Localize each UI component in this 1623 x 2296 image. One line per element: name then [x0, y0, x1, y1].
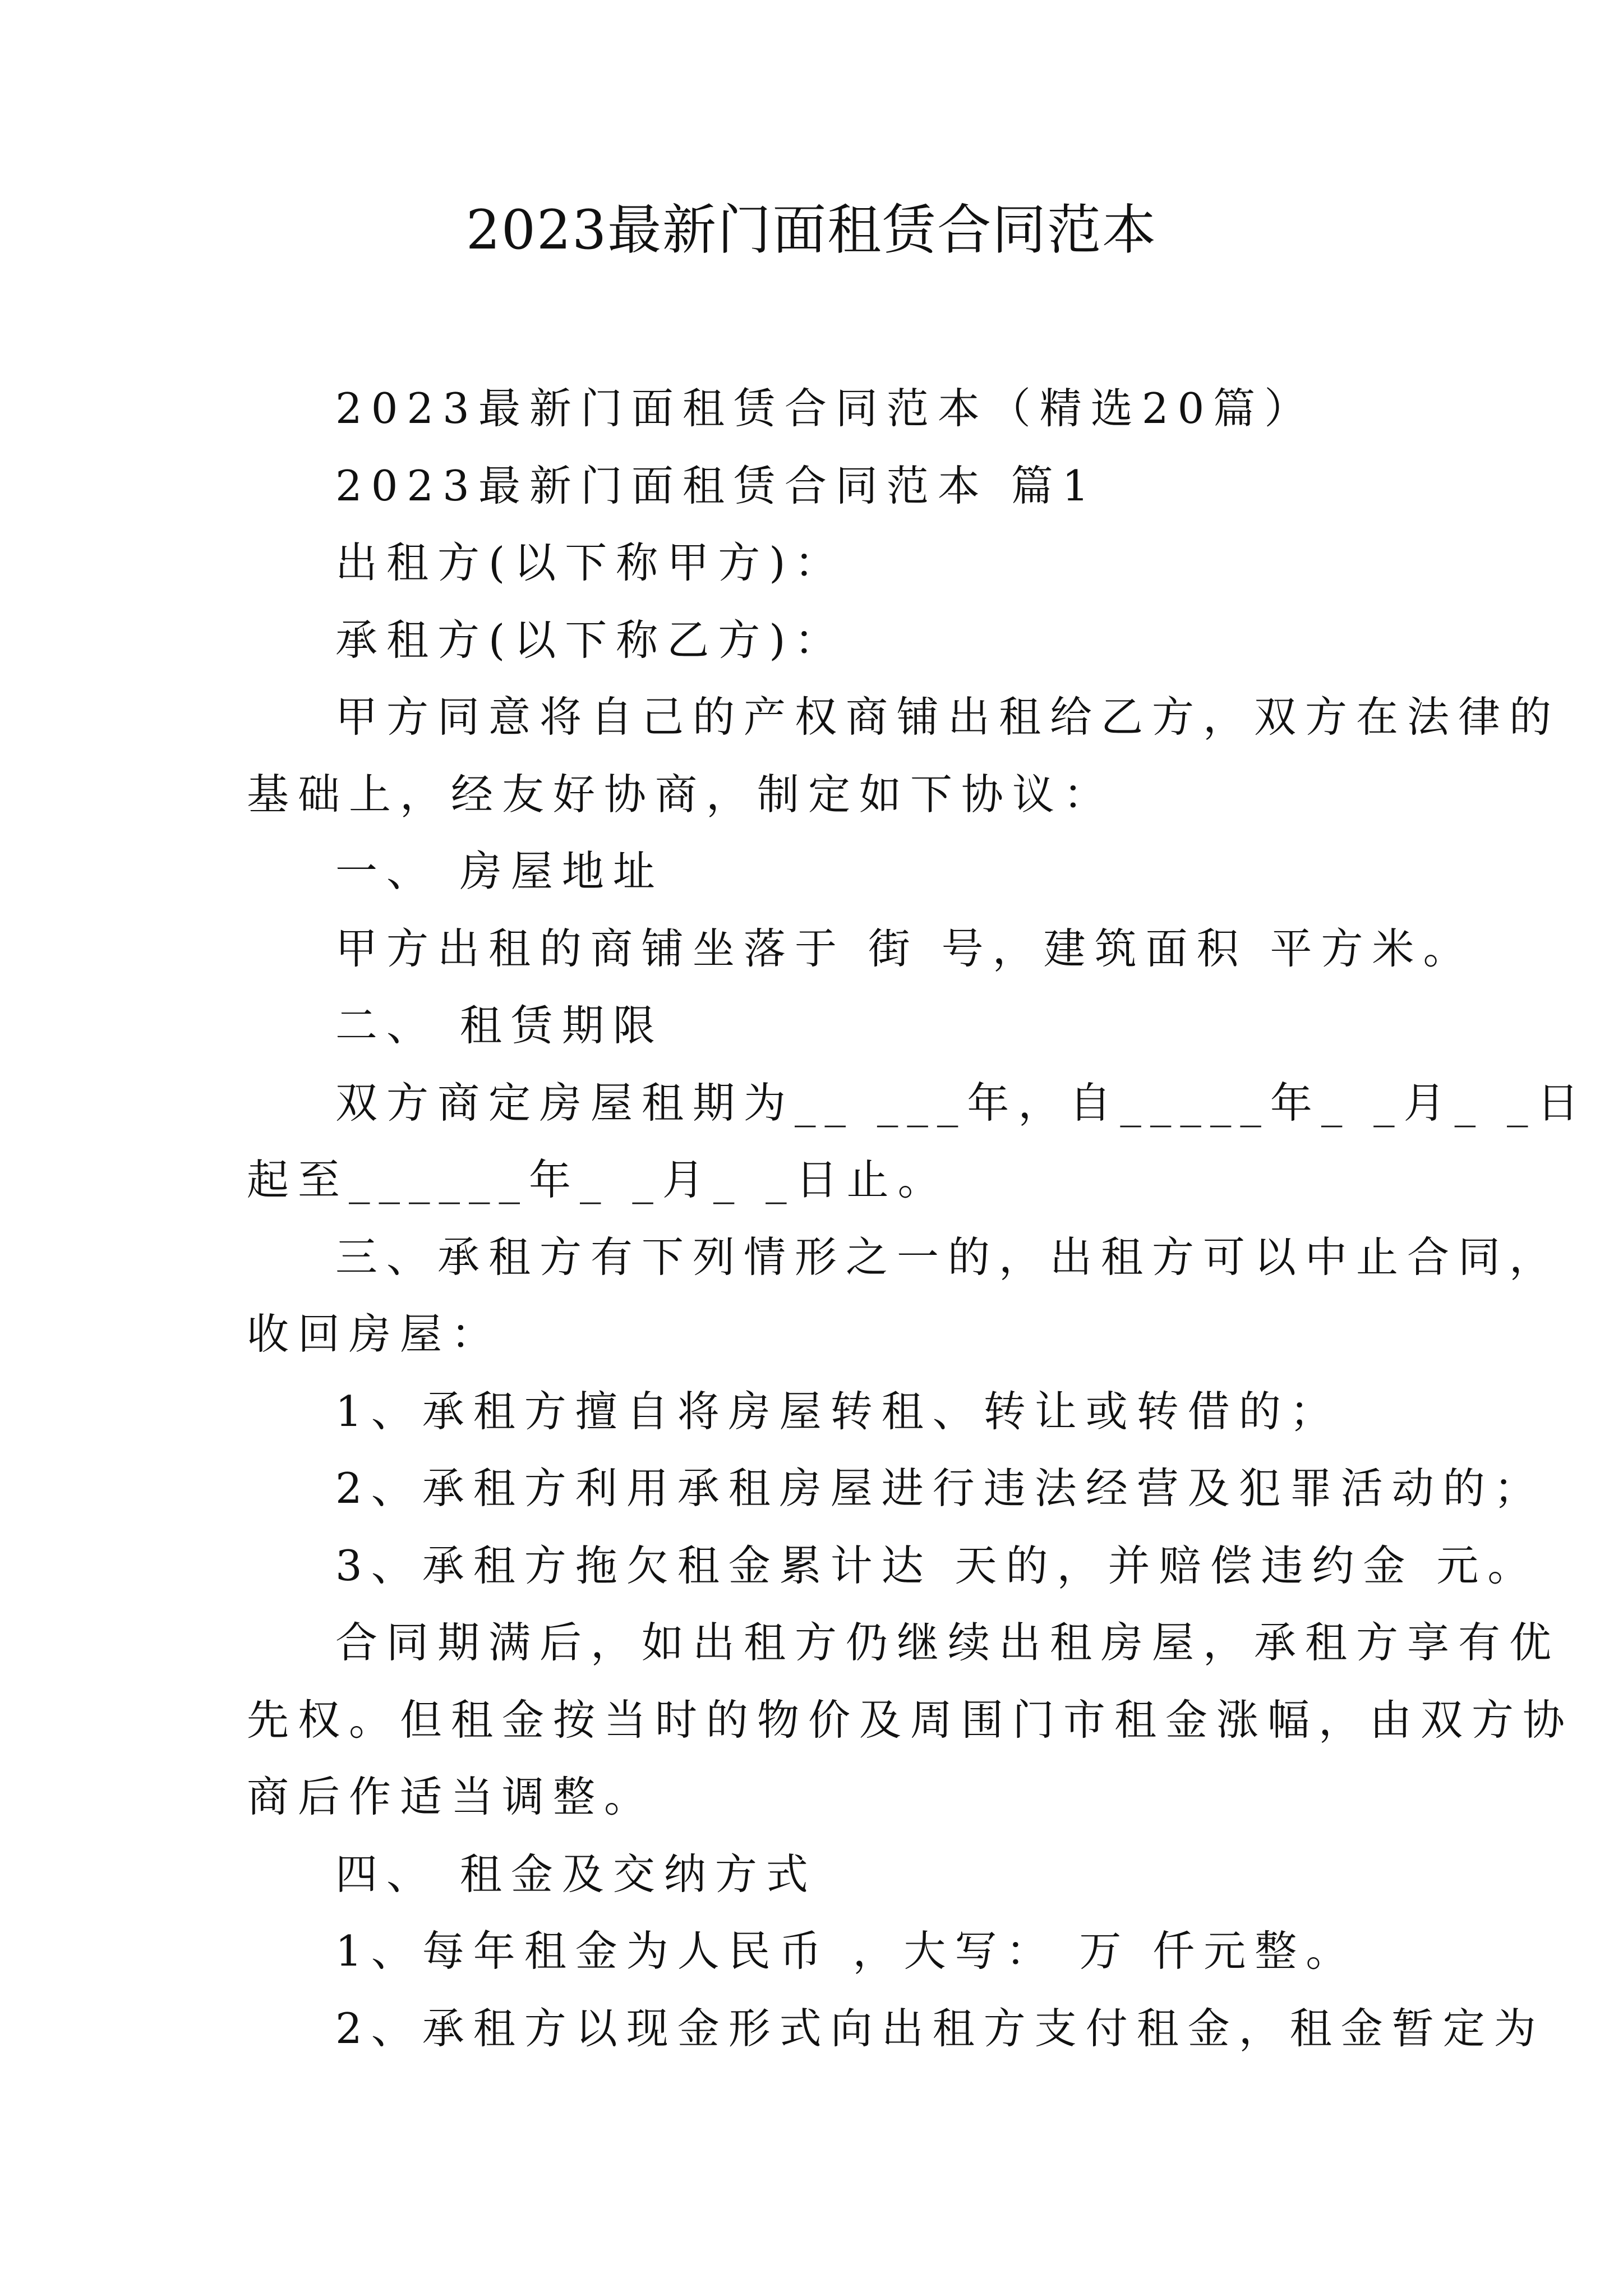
document-line: 出租方(以下称甲方)：	[335, 538, 846, 587]
document-line: 合同期满后，如出租方仍继续出租房屋，承租方享有优	[335, 1618, 1561, 1667]
document-title: 2023最新门面租赁合同范本	[465, 199, 1158, 261]
document-line: 3、承租方拖欠租金累计达 天的，并赔偿违约金 元。	[335, 1540, 1539, 1590]
document-line: 商后作适当调整。	[247, 1772, 656, 1821]
document-line: 四、 租金及交纳方式	[335, 1849, 817, 1899]
document-line: 承租方(以下称乙方)：	[335, 615, 846, 665]
document-body	[247, 370, 1588, 2067]
document-line: 收回房屋：	[247, 1309, 502, 1359]
document-line: 先权。但租金按当时的物价及周围门市租金涨幅，由双方协	[247, 1695, 1574, 1745]
document-line: 三、承租方有下列情形之一的，出租方可以中止合同，	[335, 1232, 1561, 1282]
document-line: 2023最新门面租赁合同范本（精选20篇）	[335, 384, 1316, 433]
document-line: 1、承租方擅自将房屋转租、转让或转借的；	[335, 1386, 1341, 1436]
document-line: 2、承租方利用承租房屋进行违法经营及犯罪活动的；	[335, 1464, 1545, 1513]
document-line: 甲方同意将自己的产权商铺出租给乙方，双方在法律的	[335, 692, 1561, 742]
document-line: 二、 租赁期限	[335, 1001, 664, 1050]
document-line: 2023最新门面租赁合同范本 篇1	[335, 461, 1098, 510]
document-line: 基础上，经友好协商，制定如下协议：	[247, 769, 1115, 819]
document-line: 2、承租方以现金形式向出租方支付租金，租金暂定为	[335, 2003, 1545, 2053]
document-line: 起至______年_ _月_ _日止。	[247, 1155, 949, 1204]
document-line: 双方商定房屋租期为__ ___年，自_____年_ _月_ _日	[335, 1078, 1588, 1128]
document-line: 一、 房屋地址	[335, 846, 664, 896]
document-line: 甲方出租的商铺坐落于 街 号，建筑面积 平方米。	[335, 923, 1474, 973]
document-line: 1、每年租金为人民币 ，大写： 万 仟元整。	[335, 1926, 1357, 1976]
